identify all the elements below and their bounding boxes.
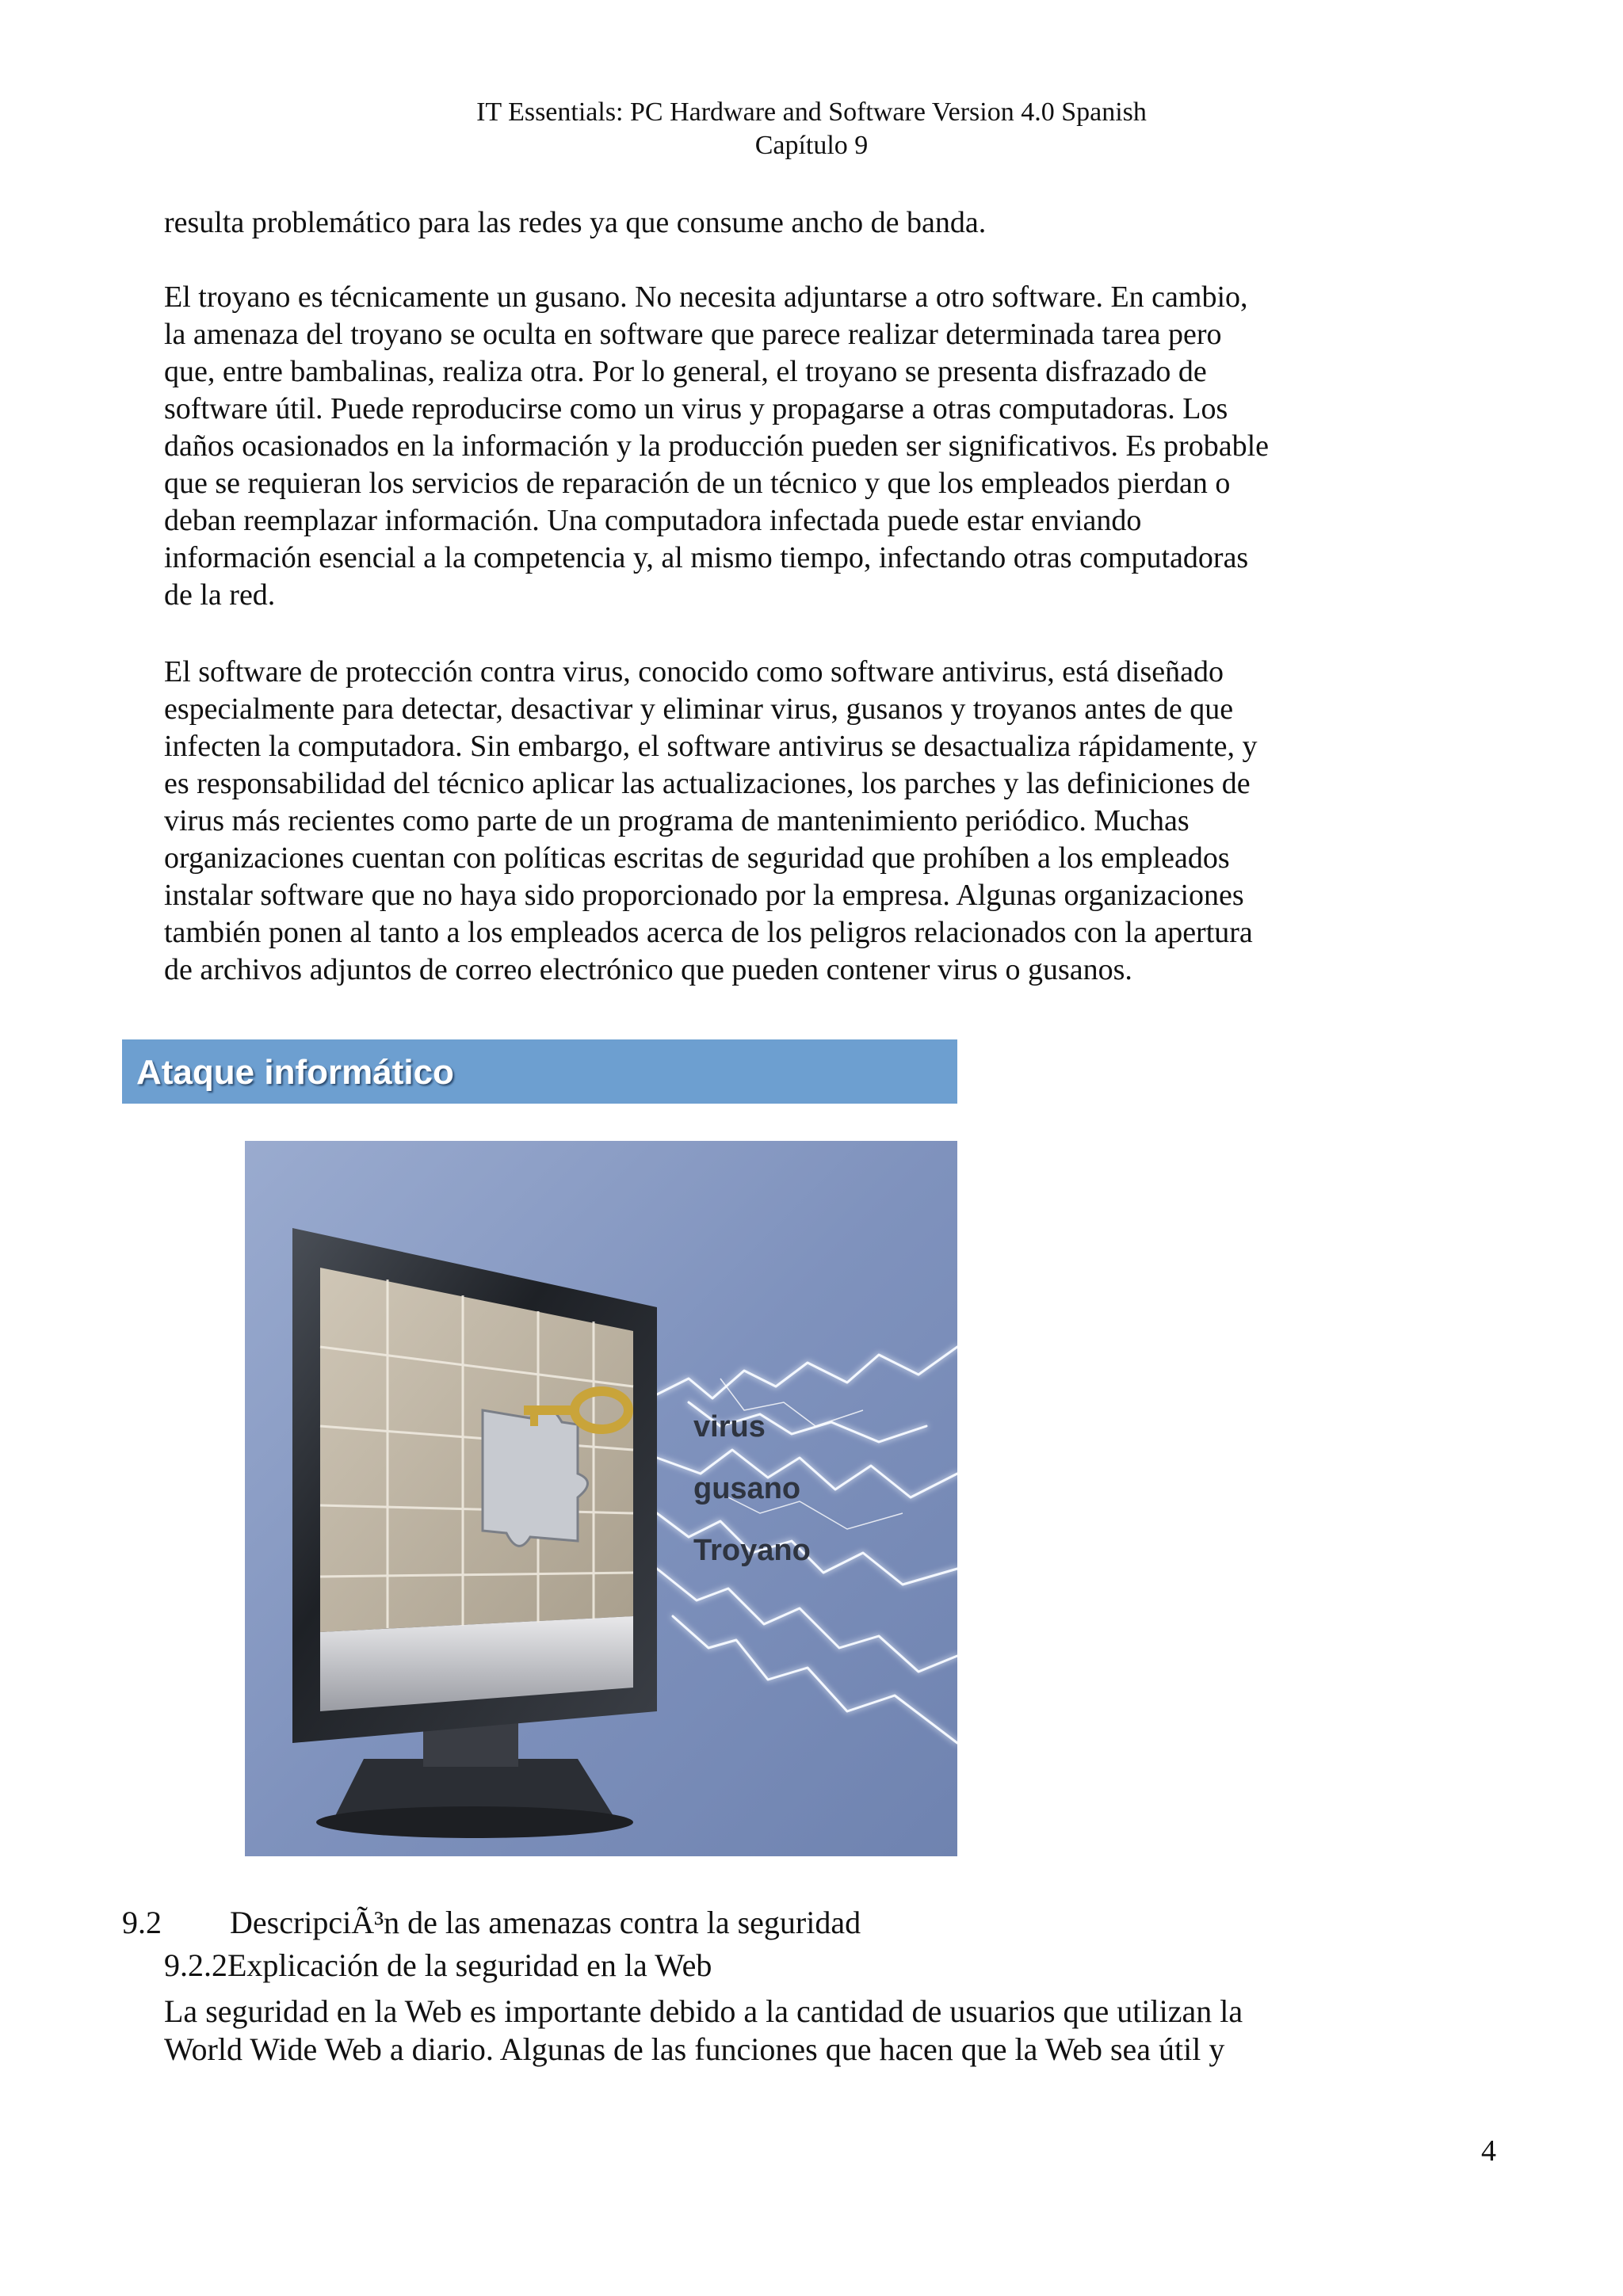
text-line: daños ocasionados en la información y la producción pueden ser significativos. Es probable — [164, 429, 1269, 463]
text-line: La seguridad en la Web es importante debido a la cantidad de usuarios que utilizan la — [164, 1993, 1243, 2029]
paragraph-1 — [164, 204, 1384, 242]
text-line: resulta problemático para las redes ya que consume ancho de banda. — [164, 206, 987, 239]
text-line: instalar software que no haya sido proporcionado por la empresa. Algunas organizaciones — [164, 879, 1244, 912]
text-line: infecten la computadora. Sin embargo, el software antivirus se desactualiza rápidamente, y — [164, 730, 1258, 763]
section-title: DescripciÃ³n de las amenazas contra la seguridad — [230, 1905, 861, 1940]
text-line: que, entre bambalinas, realiza otra. Por lo general, el troyano se presenta disfrazado de — [164, 355, 1207, 388]
figure-title: Ataque informático — [136, 1053, 454, 1092]
text-line: también ponen al tanto a los empleados acerca de los peligros relacionados con la apertura — [164, 916, 1253, 949]
text-line: organizaciones cuentan con políticas escritas de seguridad que prohíben a los empleados — [164, 841, 1230, 875]
page-number: 4 — [1481, 2134, 1496, 2168]
paragraph-2 — [164, 279, 1384, 614]
figure-title-banner — [122, 1039, 957, 1104]
figure-label-troyano: Troyano — [693, 1534, 811, 1567]
text-line: especialmente para detectar, desactivar y eliminar virus, gusanos y troyanos antes de que — [164, 692, 1234, 726]
text-line: virus más recientes como parte de un programa de mantenimiento periódico. Muchas — [164, 804, 1190, 837]
document-header-chapter: Capítulo 9 — [754, 131, 869, 160]
text-line: El troyano es técnicamente un gusano. No necesita adjuntarse a otro software. En cambio, — [164, 280, 1248, 314]
paragraph-3 — [164, 654, 1384, 989]
text-line: es responsabilidad del técnico aplicar las actualizaciones, los parches y las definiciones de — [164, 767, 1251, 800]
text-line: World Wide Web a diario. Algunas de las funciones que hacen que la Web sea útil y — [164, 2031, 1225, 2067]
text-line: de archivos adjuntos de correo electrónico que pueden contener virus o gusanos. — [164, 953, 1132, 986]
text-line: que se requieran los servicios de reparación de un técnico y que los empleados pierdan o — [164, 467, 1231, 500]
text-line: información esencial a la competencia y, al mismo tiempo, infectando otras computadoras — [164, 541, 1249, 574]
text-line: software útil. Puede reproducirse como un virus y propagarse a otras computadoras. Los — [164, 392, 1228, 425]
text-line: El software de protección contra virus, conocido como software antivirus, está diseñado — [164, 655, 1224, 688]
text-line: la amenaza del troyano se oculta en software que parece realizar determinada tarea pero — [164, 318, 1222, 351]
puzzle-piece — [483, 1407, 588, 1546]
figure-label-gusano: gusano — [693, 1472, 801, 1505]
section-number: 9.2 — [122, 1905, 162, 1940]
figure-label-virus: virus — [693, 1410, 766, 1444]
document-header-title: IT Essentials: PC Hardware and Software Version 4.0 Spanish — [476, 97, 1147, 127]
text-line: deban reemplazar información. Una computadora infectada puede estar enviando — [164, 504, 1142, 537]
paragraph-4 — [164, 1993, 1384, 2069]
figure-illustration — [245, 1141, 957, 1856]
text-line: de la red. — [164, 578, 276, 612]
subsection-title: 9.2.2Explicación de la seguridad en la Web — [164, 1947, 712, 1983]
